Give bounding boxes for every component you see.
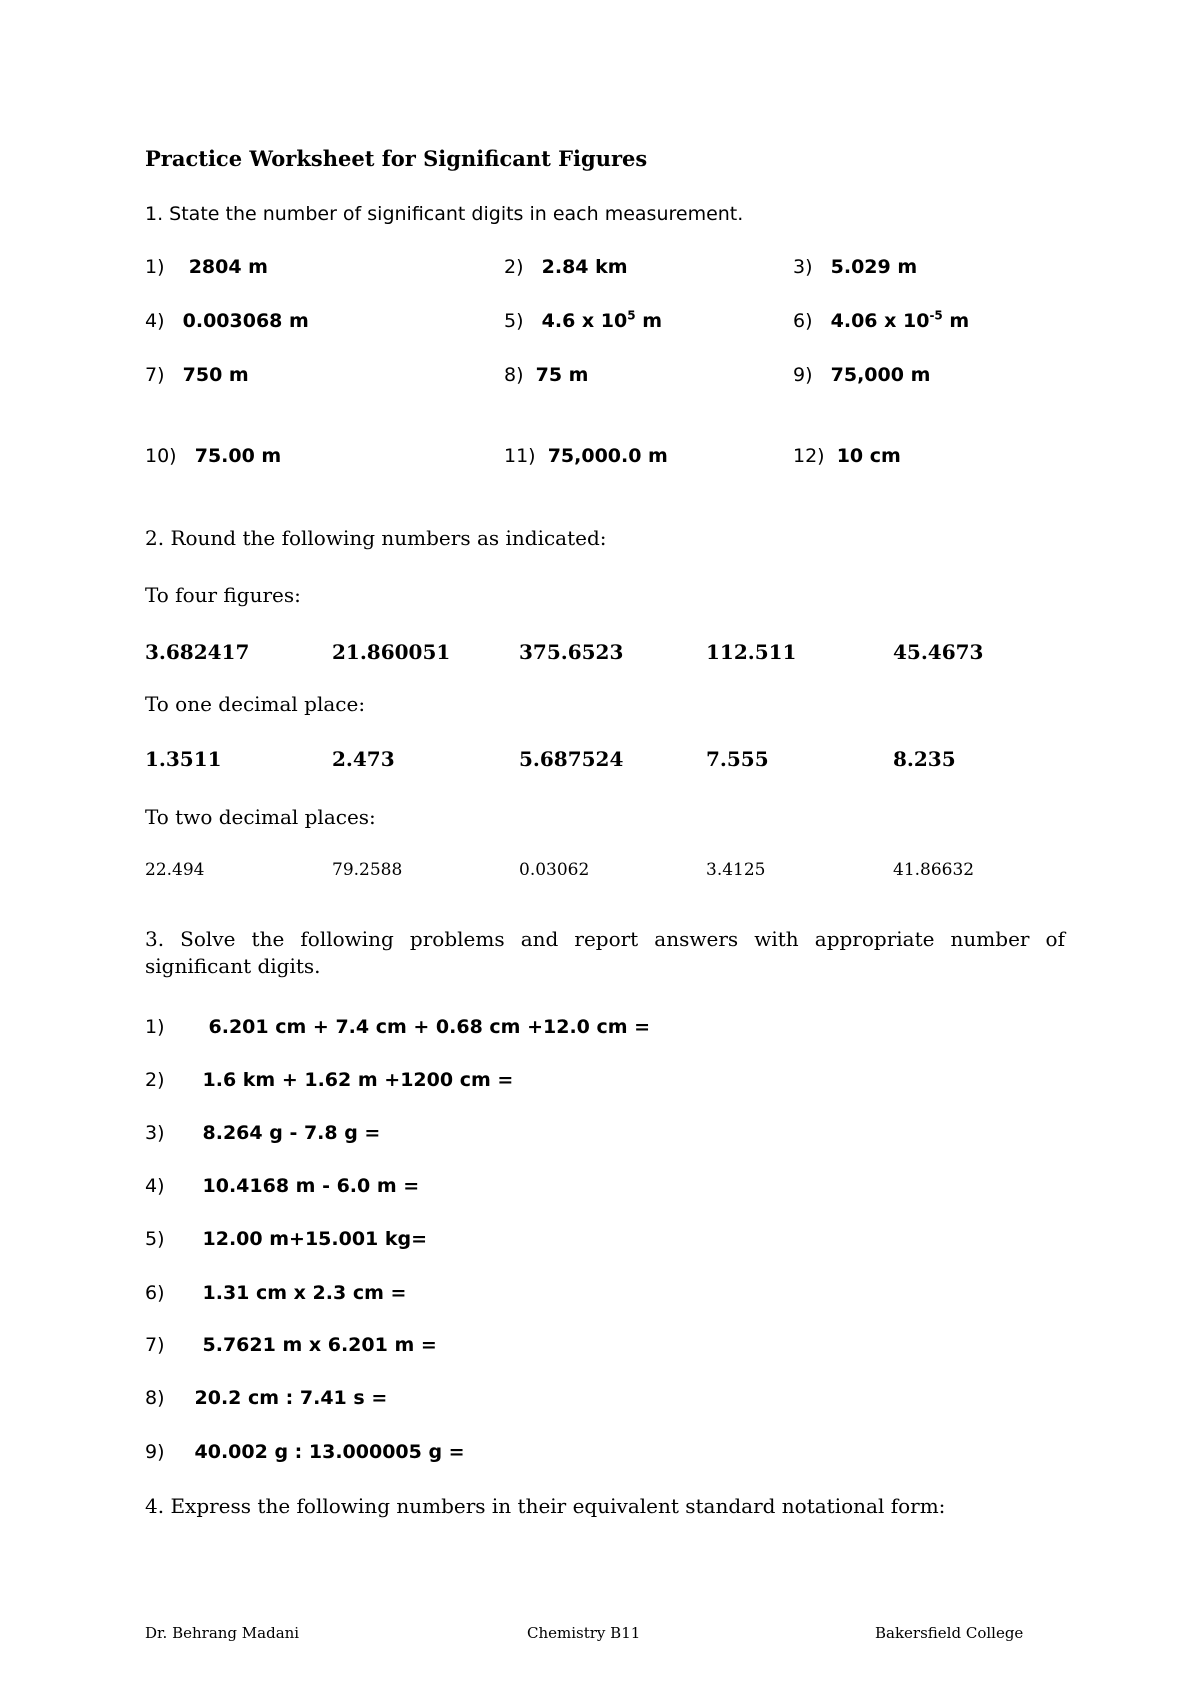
q3-problem-number: 9): [145, 1441, 165, 1463]
q3-problem-expression: 8.264 g - 7.8 g =: [202, 1122, 381, 1144]
q3-problem-number: 5): [145, 1228, 165, 1250]
round-value: 112.511: [706, 640, 797, 664]
q1-item-number: 7): [145, 364, 165, 386]
q3-problem-number: 6): [145, 1282, 165, 1304]
q1-item-value: 75,000 m: [830, 364, 931, 386]
q1-item-7: [145, 364, 249, 386]
q1-item-8: [504, 364, 588, 386]
round-value: 21.860051: [332, 640, 451, 664]
round-value: 41.86632: [893, 860, 975, 880]
q1-item-value: 75 m: [535, 364, 589, 386]
page-title: Practice Worksheet for Significant Figures: [145, 146, 648, 171]
q1-item-value: 4.06 x 10: [830, 310, 930, 332]
q3-problem-number: 3): [145, 1122, 165, 1144]
q1-item-number: 2): [504, 256, 524, 278]
q1-item-4: [145, 310, 309, 332]
q3-problem-expression: 6.201 cm + 7.4 cm + 0.68 cm +12.0 cm =: [208, 1016, 651, 1038]
q3-problem-expression: 12.00 m+15.001 kg=: [202, 1228, 428, 1250]
q3-problem-expression: 1.31 cm x 2.3 cm =: [202, 1282, 407, 1304]
round-value: 79.2588: [332, 860, 403, 880]
q1-item-value: 75,000.0 m: [547, 445, 668, 467]
q1-item-number: 1): [145, 256, 165, 278]
q1-item-2: [504, 256, 628, 278]
q3-problem-3: [145, 1122, 380, 1144]
round-value: 7.555: [706, 747, 769, 771]
q1-item-12: [793, 445, 901, 467]
q1-item-value: 75.00 m: [194, 445, 282, 467]
round-value: 375.6523: [519, 640, 624, 664]
q1-item-value: 0.003068 m: [182, 310, 309, 332]
question-2-text: 2. Round the following numbers as indicated:: [145, 526, 607, 550]
round-value: 1.3511: [145, 747, 222, 771]
q3-problem-expression: 20.2 cm : 7.41 s =: [194, 1387, 388, 1409]
q3-problem-4: [145, 1175, 419, 1197]
round-value: 3.682417: [145, 640, 250, 664]
q1-item-value: 750 m: [182, 364, 249, 386]
q3-problem-expression: 40.002 g : 13.000005 g =: [194, 1441, 465, 1463]
q1-item-9: [793, 364, 930, 386]
q1-item-1: [145, 256, 268, 278]
round-value: 45.4673: [893, 640, 984, 664]
q1-item-number: 5): [504, 310, 524, 332]
q1-item-10: [145, 445, 281, 467]
q1-item-6: [793, 310, 969, 332]
round-value: 22.494: [145, 860, 205, 880]
q1-item-value: 2804 m: [188, 256, 268, 278]
footer-course: Chemistry B11: [527, 1624, 641, 1642]
q1-item-unit: m: [635, 310, 663, 332]
q1-item-number: 11): [504, 445, 536, 467]
q1-item-exponent: 5: [627, 308, 636, 323]
q3-problem-expression: 5.7621 m x 6.201 m =: [202, 1334, 437, 1356]
q3-problem-2: [145, 1069, 513, 1091]
q3-problem-number: 8): [145, 1387, 165, 1409]
q1-item-value: 4.6 x 10: [541, 310, 628, 332]
round-value: 5.687524: [519, 747, 624, 771]
q1-item-number: 10): [145, 445, 177, 467]
q1-item-number: 3): [793, 256, 813, 278]
q3-problem-number: 1): [145, 1016, 165, 1038]
q3-problem-number: 4): [145, 1175, 165, 1197]
footer-author: Dr. Behrang Madani: [145, 1624, 300, 1642]
q3-problem-7: [145, 1334, 437, 1356]
q3-problem-8: [145, 1387, 387, 1409]
question-3-text: 3. Solve the following problems and report answers with appropriate number of significant digits.: [145, 927, 1065, 978]
q3-problem-expression: 10.4168 m - 6.0 m =: [202, 1175, 420, 1197]
round-group-label-one-decimal: To one decimal place:: [145, 692, 366, 716]
round-value: 2.473: [332, 747, 395, 771]
q3-problem-1: [145, 1016, 650, 1038]
q1-item-5: [504, 310, 662, 332]
footer-college: Bakersfield College: [875, 1624, 1024, 1642]
q3-problem-number: 2): [145, 1069, 165, 1091]
question-1-text: 1. State the number of significant digits in each measurement.: [145, 203, 744, 225]
q1-item-number: 4): [145, 310, 165, 332]
round-value: 3.4125: [706, 860, 766, 880]
q3-problem-6: [145, 1282, 406, 1304]
q1-item-number: 8): [504, 364, 524, 386]
q3-problem-expression: 1.6 km + 1.62 m +1200 cm =: [202, 1069, 514, 1091]
q1-item-3: [793, 256, 917, 278]
q1-item-exponent: -5: [929, 308, 943, 323]
q3-problem-number: 7): [145, 1334, 165, 1356]
q1-item-number: 9): [793, 364, 813, 386]
round-group-label-four-figures: To four figures:: [145, 583, 301, 607]
q3-problem-5: [145, 1228, 427, 1250]
q1-item-number: 6): [793, 310, 813, 332]
q1-item-value: 2.84 km: [541, 256, 628, 278]
round-group-label-two-decimals: To two decimal places:: [145, 805, 376, 829]
q1-item-value: 10 cm: [836, 445, 901, 467]
q1-item-value: 5.029 m: [830, 256, 918, 278]
q3-problem-9: [145, 1441, 465, 1463]
q1-item-number: 12): [793, 445, 825, 467]
q1-item-11: [504, 445, 668, 467]
round-value: 0.03062: [519, 860, 590, 880]
round-value: 8.235: [893, 747, 956, 771]
q1-item-unit: m: [942, 310, 970, 332]
question-4-text: 4. Express the following numbers in their equivalent standard notational form:: [145, 1494, 946, 1518]
